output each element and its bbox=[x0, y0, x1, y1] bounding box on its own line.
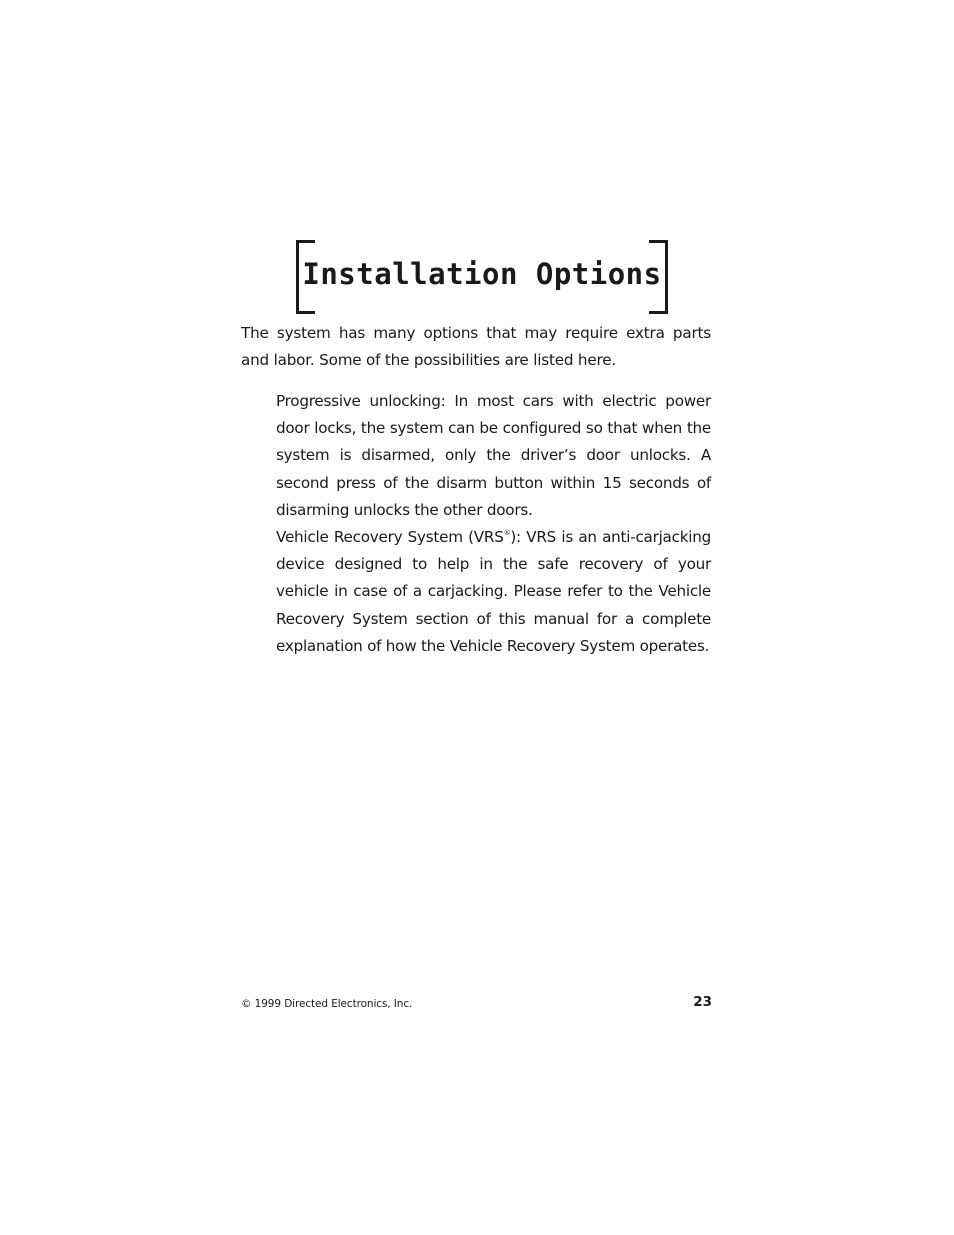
page-heading bbox=[296, 240, 668, 310]
option-vrs-text-start: Vehicle Recovery System (VRS bbox=[276, 528, 504, 547]
option-progressive-unlocking: Progressive unlocking: In most cars with electric power door locks, the system can be configured so that when the system is disarmed, only the driver’s door unlocks. A second press of the disarm button within 15 seconds of disarming unlocks the other doors. bbox=[276, 392, 711, 519]
footer-copyright: © 1999 Directed Electronics, Inc. bbox=[241, 998, 413, 1010]
right-bracket-decoration bbox=[649, 240, 668, 314]
intro-paragraph: The system has many options that may require extra parts and labor. Some of the possibilities are listed here. bbox=[241, 324, 711, 370]
page-number: 23 bbox=[693, 994, 712, 1010]
option-vehicle-recovery-system bbox=[276, 524, 711, 660]
page-title: Installation Options bbox=[302, 257, 662, 291]
option-vrs-text-end: ): VRS is an anti-carjacking device designed to help in the safe recovery of your vehicle in case of a carjacking. Please refer to the Vehicle Recovery System section of this manual for a complete explanation of how the Vehicle Recovery System operates. bbox=[276, 528, 711, 655]
options-list bbox=[276, 388, 711, 660]
registered-mark: ® bbox=[503, 529, 511, 538]
